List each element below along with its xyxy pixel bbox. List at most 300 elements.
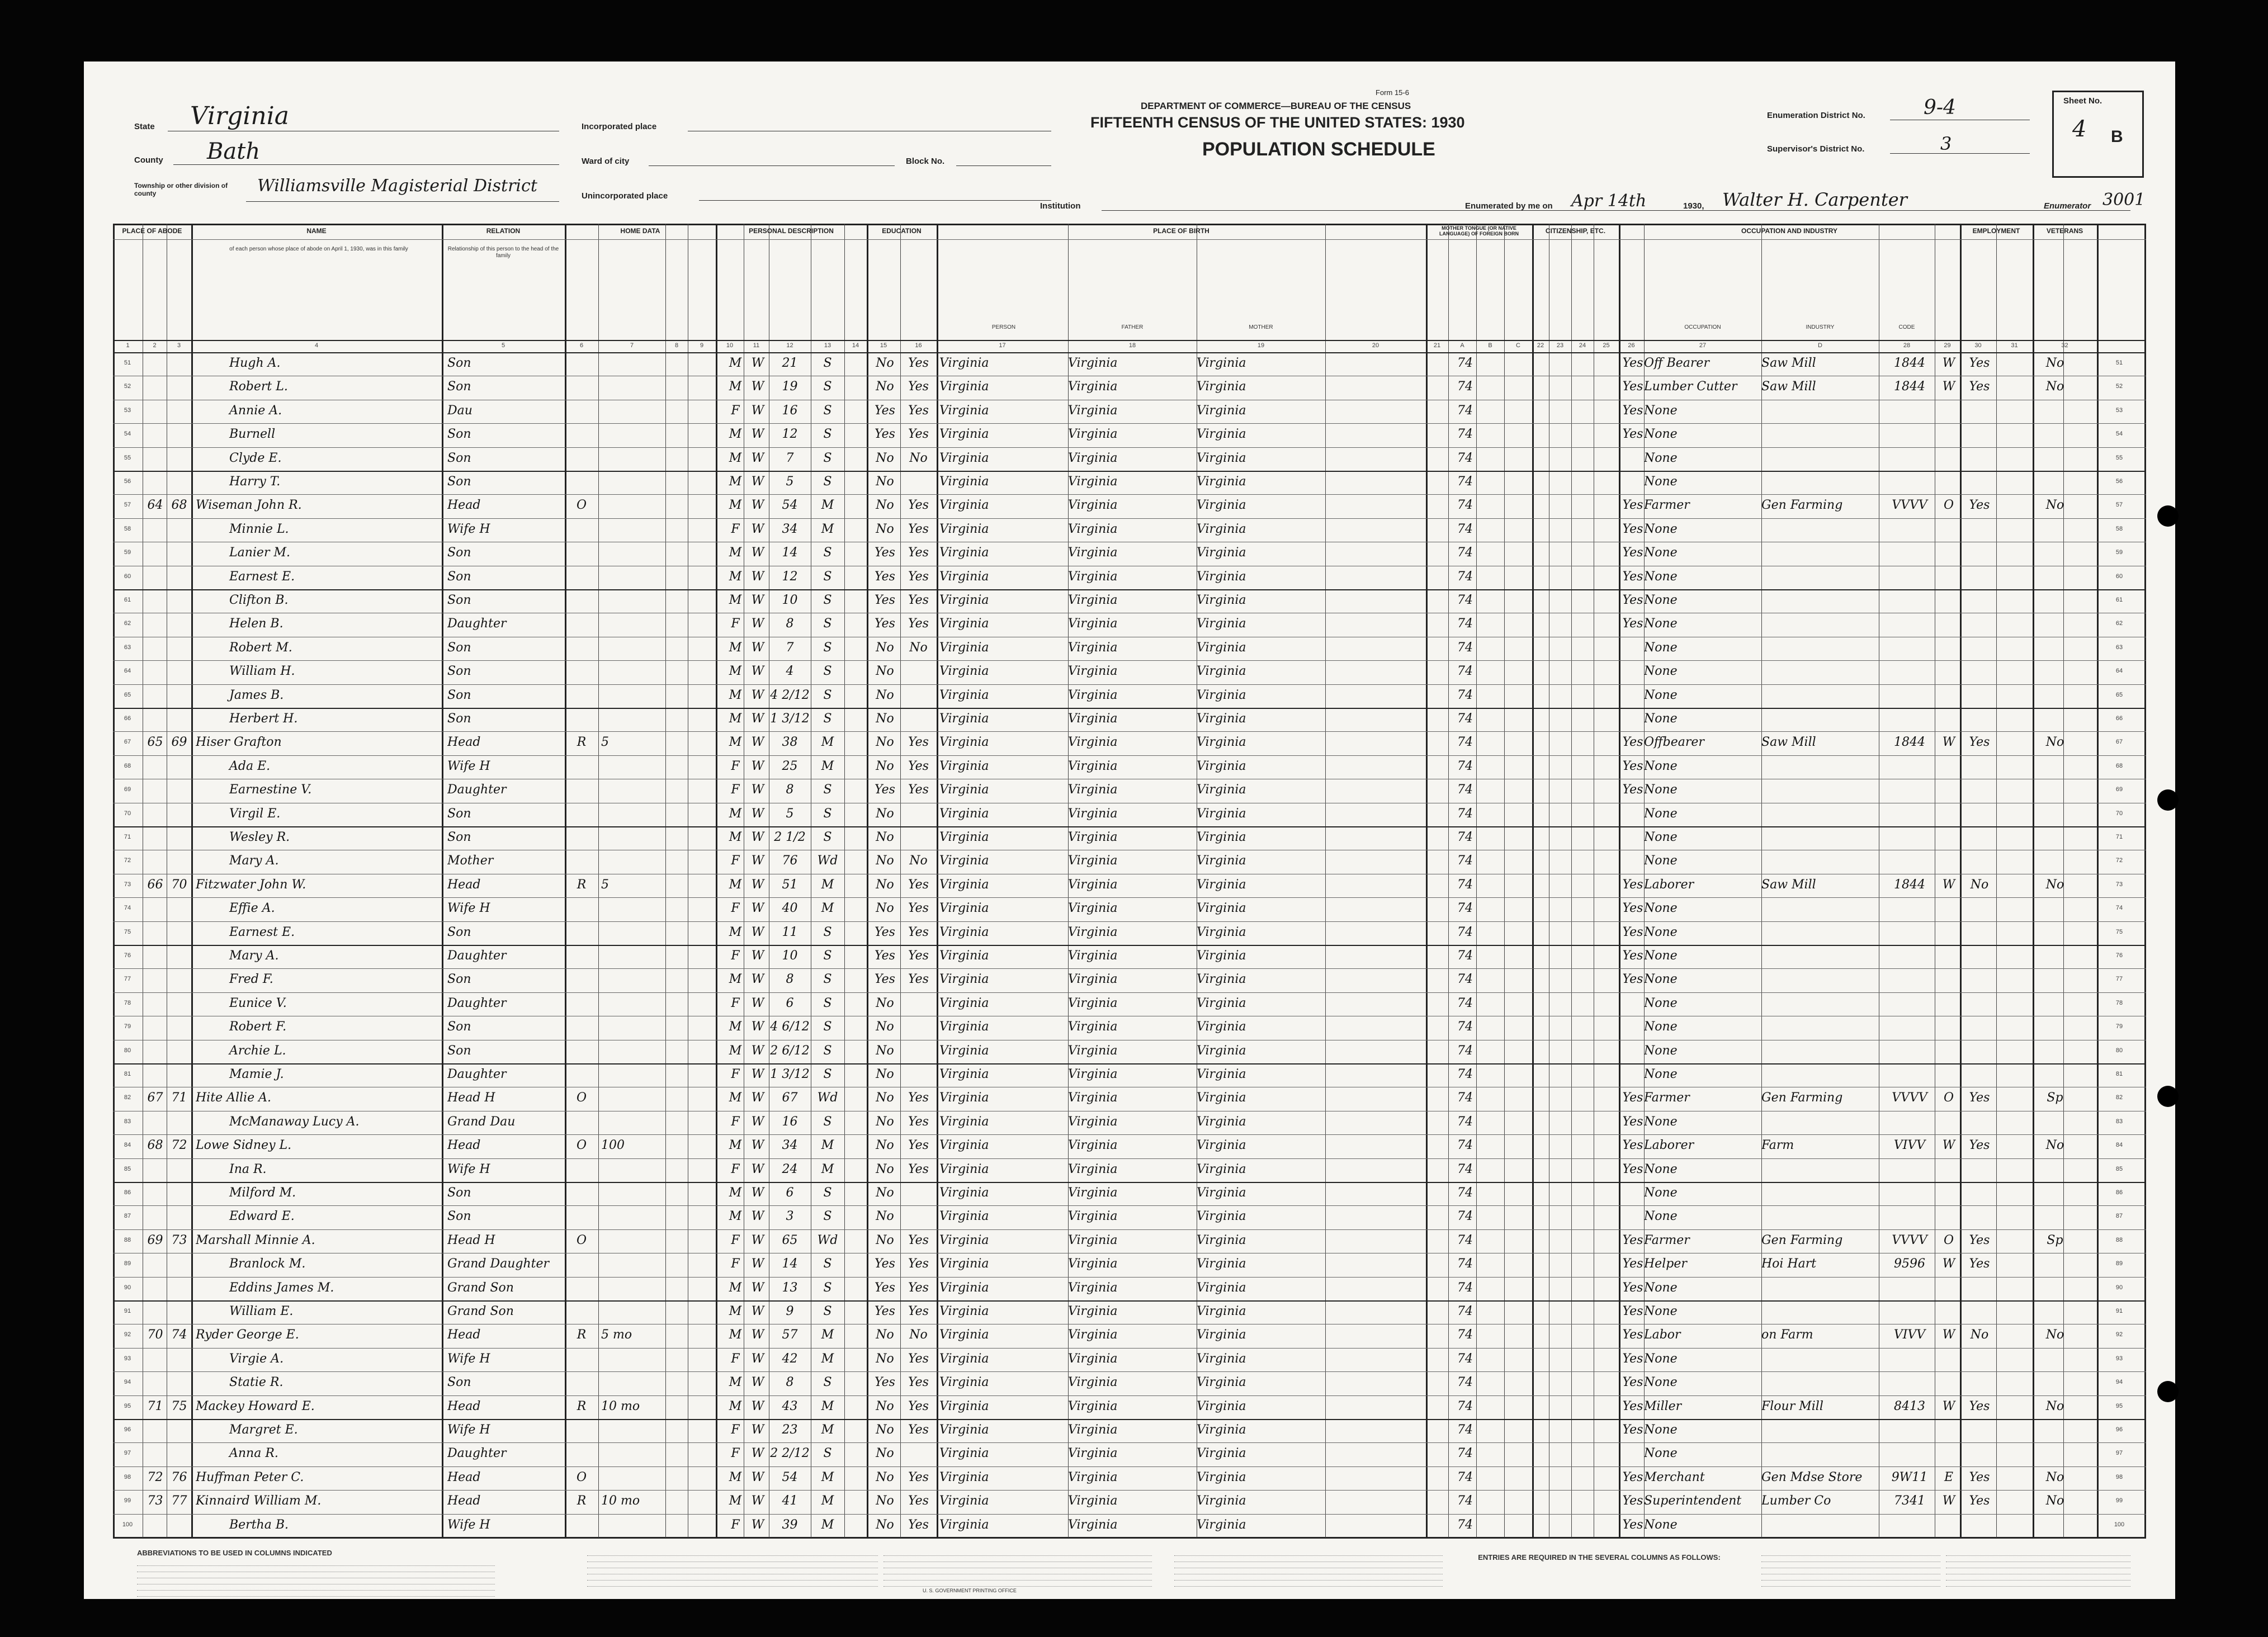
cell-rel: Son: [447, 380, 471, 394]
cell-rel: Son: [447, 1020, 471, 1034]
cell-mar: S: [823, 1375, 832, 1390]
group-header: HOME DATA: [620, 227, 660, 235]
cell-val: 5 mo: [601, 1328, 632, 1342]
cell-mbp: Virginia: [1197, 617, 1246, 631]
cell-emp: Yes: [1969, 498, 1990, 513]
cell-age: 5: [786, 475, 794, 489]
cell-rel: Wife H: [447, 1517, 490, 1532]
cell-fbp: Virginia: [1068, 1114, 1118, 1129]
cell-occ: None: [1644, 830, 1678, 844]
cell-sex: M: [729, 1209, 742, 1224]
cell-sex: F: [731, 617, 740, 631]
line-number: 57: [124, 501, 131, 509]
cell-race: W: [751, 1351, 764, 1366]
cell-mbp: Virginia: [1197, 498, 1246, 513]
line-number: 56: [2115, 478, 2123, 485]
line-number: 55: [124, 454, 131, 461]
line-number: 79: [124, 1023, 131, 1030]
cell-name: Effie A.: [229, 901, 275, 916]
cell-sex: F: [731, 1517, 740, 1532]
cell-name: Archie L.: [229, 1043, 286, 1058]
column-number: 32: [2061, 342, 2068, 349]
cell-bp: Virginia: [939, 569, 989, 584]
cell-rel: Head: [447, 1138, 481, 1153]
cell-age: 6: [786, 996, 794, 1010]
line-number: 95: [124, 1402, 131, 1409]
cell-dw: 67: [147, 1091, 163, 1105]
cell-mar: S: [823, 380, 832, 394]
line-number: 87: [2115, 1213, 2123, 1220]
line-number: 89: [2115, 1260, 2123, 1267]
cell-race: W: [751, 380, 764, 394]
cell-eng: Yes: [1622, 972, 1643, 987]
grid-column-line: [1532, 224, 1534, 1539]
cell-cls: W: [1942, 1257, 1955, 1271]
cell-sch: No: [876, 522, 894, 536]
grid-row-line: [113, 1134, 2146, 1135]
cell-mar: M: [821, 1494, 834, 1508]
cell-name: Branlock M.: [229, 1257, 306, 1271]
grid-row-line: [113, 518, 2146, 519]
cell-own: R: [577, 1399, 587, 1413]
column-header-name: of each person whose place of abode on April 1, 1930, was in this family: [229, 246, 408, 252]
cell-bp: Virginia: [939, 1138, 989, 1153]
cell-vet: Sp: [2047, 1233, 2063, 1247]
cell-race: W: [751, 498, 764, 513]
cell-code: 74: [1457, 1375, 1473, 1390]
cell-read: Yes: [908, 617, 929, 631]
cell-ind: Gen Mdse Store: [1761, 1470, 1863, 1484]
line-number: 93: [124, 1355, 131, 1362]
cell-mar: M: [821, 1351, 834, 1366]
cell-sch: Yes: [875, 546, 895, 560]
grid-row-line: [113, 589, 2146, 590]
column-number: 19: [1257, 342, 1265, 349]
department-title: DEPARTMENT OF COMMERCE—BUREAU OF THE CENSUS: [1141, 101, 1411, 111]
cell-age: 38: [782, 735, 798, 750]
cell-occ: Offbearer: [1644, 735, 1704, 750]
cell-bp: Virginia: [939, 854, 989, 868]
cell-name: Mamie J.: [229, 1067, 284, 1081]
column-number: B: [1488, 342, 1492, 349]
footer-rule: [137, 1596, 495, 1597]
cell-sex: M: [729, 1304, 742, 1318]
township-value: Williamsville Magisterial District: [257, 176, 537, 196]
line-number: 90: [124, 1284, 131, 1291]
cell-age: 6: [786, 1186, 794, 1200]
column-header-birth-mother: MOTHER: [1249, 324, 1273, 330]
column-number: 14: [852, 342, 859, 349]
cell-emp: Yes: [1969, 1494, 1990, 1508]
cell-own: O: [576, 1091, 587, 1105]
cell-occ: None: [1644, 664, 1678, 679]
cell-mar: S: [823, 712, 832, 726]
column-number: 23: [1556, 342, 1564, 349]
cell-occ: None: [1644, 1280, 1678, 1295]
line-number: 83: [2115, 1118, 2123, 1125]
cell-sex: M: [729, 1043, 742, 1058]
cell-read: No: [909, 640, 928, 655]
cell-own: O: [576, 1470, 587, 1484]
cell-mbp: Virginia: [1197, 1233, 1246, 1247]
cell-rel: Head: [447, 1399, 481, 1413]
line-number: 62: [124, 620, 131, 627]
cell-rel: Head H: [447, 1091, 495, 1105]
footer-rule: [587, 1586, 878, 1587]
cell-name: Fitzwater John W.: [196, 877, 306, 892]
cell-rel: Head: [447, 735, 481, 750]
cell-fam: 70: [171, 877, 187, 892]
cell-sex: M: [729, 925, 742, 939]
line-number: 80: [124, 1047, 131, 1054]
cell-code: 74: [1457, 901, 1473, 916]
cell-bp: Virginia: [939, 522, 989, 536]
cell-cls: W: [1942, 877, 1955, 892]
cell-read: Yes: [908, 1423, 929, 1437]
cell-sch: No: [876, 996, 894, 1010]
cell-ind: Gen Farming: [1761, 498, 1843, 513]
column-number: 7: [630, 342, 634, 349]
grid-row-line: [113, 1063, 2146, 1064]
cell-rel: Son: [447, 712, 471, 726]
cell-rel: Son: [447, 1186, 471, 1200]
cell-age: 21: [782, 356, 798, 370]
cell-age: 8: [786, 783, 794, 797]
cell-race: W: [751, 901, 764, 916]
cell-code: 74: [1457, 925, 1473, 939]
cell-read: Yes: [908, 901, 929, 916]
cell-sch: Yes: [875, 403, 895, 418]
cell-bp: Virginia: [939, 949, 989, 963]
cell-code: 74: [1457, 1280, 1473, 1295]
cell-code: 74: [1457, 1067, 1473, 1081]
incorporated-label: Incorporated place: [582, 122, 657, 131]
supervisor-label: Supervisor's District No.: [1767, 144, 1865, 154]
cell-race: W: [751, 925, 764, 939]
cell-fam: 77: [171, 1494, 187, 1508]
cell-age: 4 6/12: [770, 1020, 810, 1034]
cell-sch: Yes: [875, 1304, 895, 1318]
cell-race: W: [751, 1067, 764, 1081]
cell-ind: Hoi Hart: [1761, 1257, 1817, 1271]
cell-eng: Yes: [1622, 877, 1643, 892]
grid-column-line: [716, 224, 717, 1539]
enumerated-date: Apr 14th: [1571, 191, 1647, 211]
cell-sch: No: [876, 1067, 894, 1081]
cell-sch: No: [876, 1020, 894, 1034]
group-header: CITIZENSHIP, ETC.: [1545, 227, 1606, 235]
cell-bp: Virginia: [939, 735, 989, 750]
cell-dw: 65: [147, 735, 163, 750]
line-number: 89: [124, 1260, 131, 1267]
enumerated-year: 1930,: [1683, 201, 1704, 211]
cell-emp: No: [1970, 1328, 1989, 1342]
line-number: 71: [2115, 834, 2123, 840]
grid-row-line: [113, 340, 2146, 341]
cell-ocode: VVVV: [1892, 1091, 1927, 1105]
cell-sex: M: [729, 640, 742, 655]
grid-row-line: [113, 897, 2146, 898]
cell-fbp: Virginia: [1068, 1091, 1118, 1105]
cell-emp: Yes: [1969, 1091, 1990, 1105]
cell-sex: M: [729, 877, 742, 892]
cell-sch: Yes: [875, 617, 895, 631]
line-number: 81: [124, 1071, 131, 1077]
group-header: OCCUPATION AND INDUSTRY: [1741, 227, 1837, 235]
cell-mbp: Virginia: [1197, 806, 1246, 821]
cell-fbp: Virginia: [1068, 380, 1118, 394]
cell-eng: Yes: [1622, 498, 1643, 513]
cell-bp: Virginia: [939, 996, 989, 1010]
cell-eng: Yes: [1622, 1423, 1643, 1437]
cell-bp: Virginia: [939, 877, 989, 892]
cell-sch: No: [876, 475, 894, 489]
cell-occ: None: [1644, 712, 1678, 726]
cell-eng: Yes: [1622, 522, 1643, 536]
cell-race: W: [751, 1162, 764, 1176]
line-number: 63: [2115, 644, 2123, 651]
cell-sch: No: [876, 1494, 894, 1508]
cell-read: Yes: [908, 403, 929, 418]
cell-code: 74: [1457, 569, 1473, 584]
cell-mar: S: [823, 688, 832, 702]
cell-eng: Yes: [1622, 1494, 1643, 1508]
line-number: 65: [124, 691, 131, 698]
cell-own: O: [576, 498, 587, 513]
cell-mbp: Virginia: [1197, 1257, 1246, 1271]
cell-fam: 69: [171, 735, 187, 750]
footer-rule: [1761, 1580, 1940, 1581]
cell-rel: Son: [447, 640, 471, 655]
cell-mbp: Virginia: [1197, 1328, 1246, 1342]
cell-eng: Yes: [1622, 1280, 1643, 1295]
cell-bp: Virginia: [939, 1494, 989, 1508]
cell-read: No: [909, 1328, 928, 1342]
grid-row-line: [113, 1514, 2146, 1515]
cell-rel: Son: [447, 1043, 471, 1058]
cell-code: 74: [1457, 427, 1473, 442]
cell-code: 74: [1457, 1517, 1473, 1532]
cell-code: 74: [1457, 712, 1473, 726]
group-header: PERSONAL DESCRIPTION: [749, 227, 834, 235]
cell-ind: Gen Farming: [1761, 1091, 1843, 1105]
cell-race: W: [751, 806, 764, 821]
line-number: 61: [124, 597, 131, 603]
cell-code: 74: [1457, 996, 1473, 1010]
cell-read: Yes: [908, 546, 929, 560]
grid-row-line: [113, 1300, 2146, 1302]
cell-val: 10 mo: [601, 1399, 640, 1413]
cell-name: William H.: [229, 664, 295, 679]
cell-code: 74: [1457, 380, 1473, 394]
line-number: 79: [2115, 1023, 2123, 1030]
cell-fbp: Virginia: [1068, 925, 1118, 939]
cell-occ: None: [1644, 1114, 1678, 1129]
cell-code: 74: [1457, 640, 1473, 655]
cell-sex: M: [729, 1494, 742, 1508]
cell-read: Yes: [908, 759, 929, 773]
cell-sex: M: [729, 569, 742, 584]
cell-fbp: Virginia: [1068, 759, 1118, 773]
cell-mar: M: [821, 1328, 834, 1342]
line-number: 52: [124, 383, 131, 390]
cell-race: W: [751, 569, 764, 584]
cell-mar: S: [823, 806, 832, 821]
cell-mar: S: [823, 1446, 832, 1461]
grid-row-line: [113, 945, 2146, 946]
cell-name: Margret E.: [229, 1423, 298, 1437]
cell-rel: Head H: [447, 1233, 495, 1247]
line-number: 84: [2115, 1142, 2123, 1149]
cell-bp: Virginia: [939, 759, 989, 773]
cell-cls: W: [1942, 1138, 1955, 1153]
cell-name: Earnestine V.: [229, 783, 312, 797]
cell-eng: Yes: [1622, 901, 1643, 916]
cell-occ: None: [1644, 593, 1678, 607]
cell-name: Statie R.: [229, 1375, 284, 1390]
line-number: 54: [2115, 430, 2123, 438]
cell-eng: Yes: [1622, 759, 1643, 773]
census-sheet: [84, 61, 2175, 1599]
grid-row-line: [113, 1395, 2146, 1396]
cell-eng: Yes: [1622, 403, 1643, 418]
cell-race: W: [751, 1091, 764, 1105]
cell-code: 74: [1457, 1494, 1473, 1508]
cell-fbp: Virginia: [1068, 1517, 1118, 1532]
cell-bp: Virginia: [939, 1446, 989, 1461]
cell-occ: None: [1644, 403, 1678, 418]
cell-fbp: Virginia: [1068, 498, 1118, 513]
line-number: 61: [2115, 597, 2123, 603]
cell-race: W: [751, 759, 764, 773]
cell-fbp: Virginia: [1068, 1209, 1118, 1224]
grid-row-line: [113, 755, 2146, 756]
group-header: MOTHER TONGUE (OR NATIVE LANGUAGE) OF FOREIGN BORN: [1439, 225, 1519, 236]
cell-fbp: Virginia: [1068, 427, 1118, 442]
cell-code: 74: [1457, 1138, 1473, 1153]
cell-mbp: Virginia: [1197, 1020, 1246, 1034]
cell-sch: Yes: [875, 1280, 895, 1295]
cell-eng: Yes: [1622, 1138, 1643, 1153]
cell-ind: on Farm: [1761, 1328, 1813, 1342]
cell-age: 8: [786, 972, 794, 987]
cell-sex: F: [731, 901, 740, 916]
cell-race: W: [751, 1257, 764, 1271]
cell-dw: 72: [147, 1470, 163, 1484]
schedule-title: POPULATION SCHEDULE: [1202, 139, 1435, 160]
cell-mar: M: [821, 1162, 834, 1176]
sheet-label: Sheet No.: [2063, 96, 2102, 106]
cell-vet: No: [2045, 877, 2064, 892]
cell-mar: Wd: [817, 1233, 838, 1247]
cell-sch: No: [876, 451, 894, 465]
cell-ind: Lumber Co: [1761, 1494, 1831, 1508]
cell-race: W: [751, 854, 764, 868]
cell-cls: O: [1943, 498, 1954, 513]
cell-race: W: [751, 1138, 764, 1153]
cell-name: Ada E.: [229, 759, 271, 773]
cell-fbp: Virginia: [1068, 1257, 1118, 1271]
cell-ind: Flour Mill: [1761, 1399, 1823, 1413]
cell-occ: None: [1644, 806, 1678, 821]
footer-rule: [587, 1580, 878, 1581]
cell-occ: None: [1644, 427, 1678, 442]
line-number: 86: [124, 1189, 131, 1196]
grid-row-line: [113, 1442, 2146, 1443]
grid-row-line: [113, 494, 2146, 495]
cell-rel: Grand Dau: [447, 1114, 516, 1129]
cell-vet: No: [2045, 1470, 2064, 1484]
line-number: 62: [2115, 620, 2123, 627]
grid-column-line: [1960, 224, 1962, 1539]
cell-sch: Yes: [875, 783, 895, 797]
cell-name: Hiser Grafton: [196, 735, 282, 750]
cell-mbp: Virginia: [1197, 664, 1246, 679]
cell-rel: Daughter: [447, 996, 507, 1010]
cell-occ: None: [1644, 1375, 1678, 1390]
cell-fbp: Virginia: [1068, 712, 1118, 726]
group-header: NAME: [306, 227, 327, 235]
sheet-value: 4: [2072, 116, 2087, 142]
cell-rel: Son: [447, 925, 471, 939]
cell-bp: Virginia: [939, 546, 989, 560]
cell-rel: Son: [447, 356, 471, 370]
line-number: 70: [2115, 810, 2123, 817]
cell-sex: M: [729, 806, 742, 821]
cell-read: Yes: [908, 1091, 929, 1105]
cell-name: Wesley R.: [229, 830, 290, 844]
cell-fbp: Virginia: [1068, 356, 1118, 370]
cell-mbp: Virginia: [1197, 1209, 1246, 1224]
cell-rel: Daughter: [447, 1446, 507, 1461]
cell-cls: O: [1943, 1091, 1954, 1105]
cell-name: Helen B.: [229, 617, 284, 631]
cell-eng: Yes: [1622, 546, 1643, 560]
cell-read: Yes: [908, 1138, 929, 1153]
cell-mar: Wd: [817, 1091, 838, 1105]
cell-occ: None: [1644, 1304, 1678, 1318]
cell-rel: Grand Son: [447, 1280, 514, 1295]
cell-mar: S: [823, 617, 832, 631]
cell-age: 5: [786, 806, 794, 821]
cell-occ: None: [1644, 925, 1678, 939]
cell-mbp: Virginia: [1197, 830, 1246, 844]
cell-fbp: Virginia: [1068, 640, 1118, 655]
cell-read: Yes: [908, 877, 929, 892]
cell-bp: Virginia: [939, 1351, 989, 1366]
cell-eng: Yes: [1622, 1257, 1643, 1271]
column-number: 30: [1974, 342, 1982, 349]
cell-code: 74: [1457, 1209, 1473, 1224]
cell-age: 34: [782, 1138, 798, 1153]
line-number: 64: [124, 668, 131, 675]
cell-mar: S: [823, 664, 832, 679]
cell-emp: Yes: [1969, 1399, 1990, 1413]
cell-fam: 74: [171, 1328, 187, 1342]
cell-fbp: Virginia: [1068, 664, 1118, 679]
cell-vet: Sp: [2047, 1091, 2063, 1105]
cell-cls: W: [1942, 1494, 1955, 1508]
line-number: 86: [2115, 1189, 2123, 1196]
cell-sch: No: [876, 1328, 894, 1342]
column-header-relation: Relationship of this person to the head of the family: [447, 246, 559, 259]
cell-vet: No: [2045, 356, 2064, 370]
footer-rule: [137, 1565, 495, 1566]
cell-ind: Farm: [1761, 1138, 1794, 1153]
line-number: 90: [2115, 1284, 2123, 1291]
cell-name: Lowe Sidney L.: [196, 1138, 292, 1153]
cell-mar: M: [821, 901, 834, 916]
